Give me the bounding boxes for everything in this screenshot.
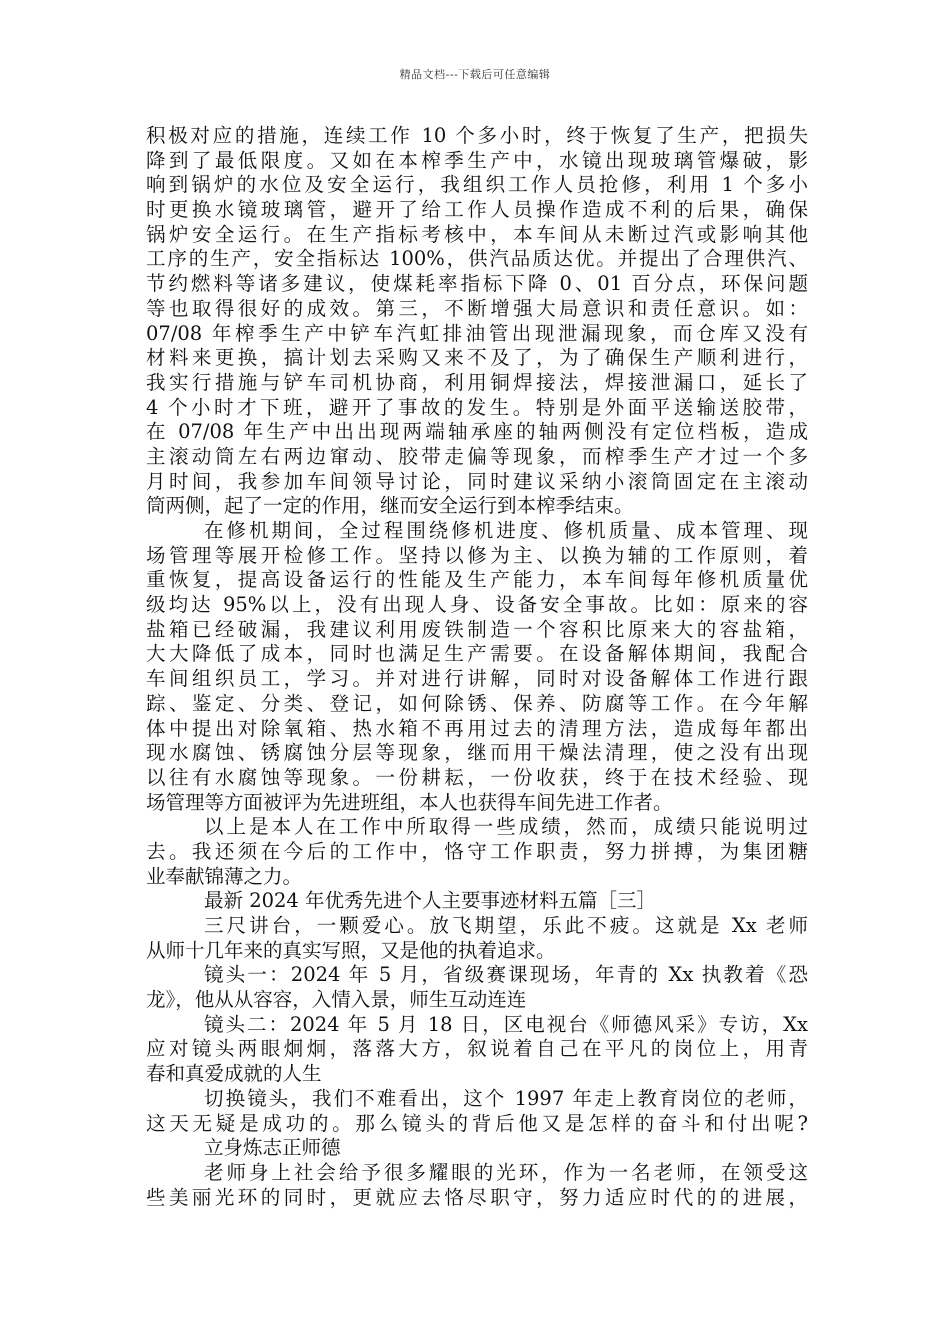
text-line: 场管理等方面被评为先进班组，本人也获得车间先进工作者。 [146, 790, 673, 814]
text-line: 车间组织员工，学习。并对进行讲解，同时对设备解体工作进行跟 [146, 667, 808, 691]
text-line: 时更换水镜玻璃管，避开了给工作人员操作造成不利的后果，确保 [146, 198, 808, 222]
text-line: 踪、鉴定、分类、登记，如何除锈、保养、防腐等工作。在今年解 [146, 691, 808, 715]
text-line: 镜头二：2024 年 5 月 18 日，区电视台《师德风采》专访，Xx [204, 1012, 808, 1036]
text-line: 工序的生产，安全指标达 100%，供汽品质达优。并提出了合理供汽、 [146, 247, 808, 271]
text-line: 些美丽光环的同时，更就应去恪尽职守，努力适应时代的的进展， [146, 1185, 808, 1209]
text-line: 锅炉安全运行。在生产指标考核中，本车间从未断过汽或影响其他 [146, 222, 808, 246]
text-line: 重恢复，提高设备运行的性能及生产能力，本车间每年修机质量优 [146, 568, 808, 592]
text-line: 这天无疑是成功的。那么镜头的背后他又是怎样的奋斗和付出呢? [146, 1111, 808, 1135]
text-line: 应对镜头两眼炯炯，落落大方，叙说着自己在平凡的岗位上，用青 [146, 1037, 808, 1061]
text-line: 龙》，他从从容容，入情入景，师生互动连连 [146, 988, 527, 1012]
document-body [146, 124, 808, 1210]
text-line: 在 07/08 年生产中出出现两端轴承座的轴两侧没有定位档板，造成 [146, 420, 808, 444]
text-line: 筒两侧，起了一定的作用，继而安全运行到本榨季结束。 [146, 494, 634, 518]
text-line: 级均达 95%以上，没有出现人身、设备安全事故。比如：原来的容 [146, 593, 808, 617]
text-line: 07/08 年榨季生产中铲车汽虹排油管出现泄漏现象，而仓库又没有 [146, 321, 808, 345]
text-line: 4 个小时才下班，避开了事故的发生。特别是外面平送输送胶带， [146, 395, 808, 419]
text-line: 等也取得很好的成效。第三，不断增强大局意识和责任意识。如： [146, 296, 808, 320]
text-line: 三尺讲台，一颗爱心。放飞期望，乐此不疲。这就是 Xx 老师 [204, 914, 808, 937]
text-line: 场管理等展开检修工作。坚持以修为主、以换为辅的工作原则，着 [146, 543, 808, 567]
text-line: 节约燃料等诸多建议，使煤耗率指标下降 0、01 百分点，环保问题 [146, 272, 808, 296]
text-line: 从师十几年来的真实写照，又是他的执着追求。 [146, 938, 556, 962]
text-line: 体中提出对除氧箱、热水箱不再用过去的清理方法，造成每年都出 [146, 716, 808, 740]
text-line: 最新 2024 年优秀先进个人主要事迹材料五篇［三］ [204, 889, 657, 913]
text-line: 去。我还须在今后的工作中，恪守工作职责，努力拼搏，为集团糖 [146, 839, 808, 863]
text-line: 降到了最低限度。又如在本榨季生产中，水镜出现玻璃管爆破，影 [146, 148, 808, 172]
text-line: 以上是本人在工作中所取得一些成绩，然而，成绩只能说明过 [204, 815, 808, 839]
text-line: 以往有水腐蚀等现象。一份耕耘，一份收获，终于在技术经验、现 [146, 765, 808, 789]
text-line: 在修机期间，全过程围绕修机进度、修机质量、成本管理、现 [204, 519, 808, 542]
text-line: 切换镜头，我们不难看出，这个 1997 年走上教育岗位的老师， [204, 1086, 808, 1110]
text-line: 现水腐蚀、锈腐蚀分层等现象，继而用干燥法清理，使之没有出现 [146, 741, 808, 765]
text-line: 材料来更换，搞计划去采购又来不及了，为了确保生产顺利进行， [146, 346, 808, 370]
text-line: 大大降低了成本，同时也满足生产需要。在设备解体期间，我配合 [146, 642, 808, 666]
text-line: 响到锅炉的水位及安全运行，我组织工作人员抢修，利用 1 个多小 [146, 173, 808, 197]
text-line: 主滚动筒左右两边窜动、胶带走偏等现象，而榨季生产才过一个多 [146, 444, 808, 468]
text-line: 业奉献锦薄之力。 [146, 864, 303, 888]
text-line: 立身炼志正师德 [204, 1136, 341, 1160]
page-header: 精品文档---下载后可任意编辑 [399, 68, 551, 81]
text-line: 春和真爱成就的人生 [146, 1062, 322, 1086]
text-line: 盐箱已经破漏，我建议利用废铁制造一个容积比原来大的容盐箱， [146, 617, 808, 641]
text-line: 镜头一：2024 年 5 月，省级赛课现场，年青的 Xx 执教着《恐 [204, 963, 808, 987]
text-line: 月时间，我参加车间领导讨论，同时建议采纳小滚筒固定在主滚动 [146, 469, 808, 493]
text-line: 我实行措施与铲车司机协商，利用铜焊接法，焊接泄漏口，延长了 [146, 370, 808, 394]
text-line: 老师身上社会给予很多耀眼的光环，作为一名老师，在领受这 [204, 1160, 808, 1184]
text-line: 积极对应的措施，连续工作 10 个多小时，终于恢复了生产，把损失 [146, 124, 808, 147]
